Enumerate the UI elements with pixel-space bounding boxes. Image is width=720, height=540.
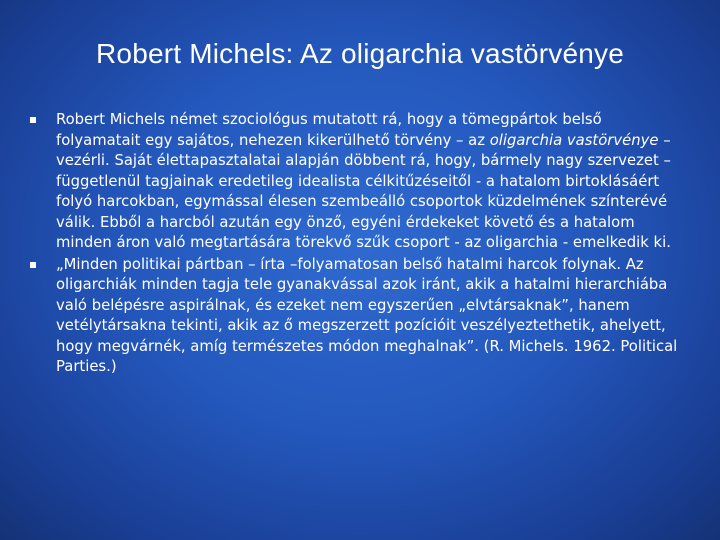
bullet-2-text: „Minden politikai pártban – írta –folyamatosan belső hatalmi harcok folynak. Az oligarchiák minden tagja tele gyanakvással azok iránt, akik a hatalmi hierarchiába való belépésre aspirálnak, és ezeket nem egyszerűen „elvtársaknak”, hanem vetélytársakna tekinti, akik az ő megszerzett pozícióit veszélyeztethetik, ahelyett, hogy megvárnék, amíg természetes módon meghalnak”. (R. Michels. 1962. Political Parties.) [56,255,678,375]
bullet-1-text-end: – vezérli. Saját élettapasztalatai alapján döbbent rá, hogy, bármely nagy szervezet – függetlenül tagjainak eredetileg idealista célkitűzéseitől - a hatalom birtoklásáért folyó harcokban, egymással élesen szembeálló csoportok küzdelmének színterévé válik. Ebből a harcból azután egy önző, egyéni érdekeket követő és a hatalom minden áron való megtartására törekvő szűk csoport - az oligarchia - emelkedik ki. [56,131,671,251]
square-bullet-icon [30,117,36,123]
slide-title: Robert Michels: Az oligarchia vastörvénye [96,38,624,69]
bullet-item-1 [30,110,680,254]
square-bullet-icon [30,262,36,268]
bullet-list [30,110,680,379]
bullet-item-2 [30,255,680,378]
bullet-1-text-start: Robert Michels német szociológus mutatott rá, hogy a tömegpártok belső folyamatait egy sajátos, nehezen kikerülhető törvény – az [56,111,602,149]
bullet-1-emphasis: oligarchia vastörvénye [489,131,659,149]
